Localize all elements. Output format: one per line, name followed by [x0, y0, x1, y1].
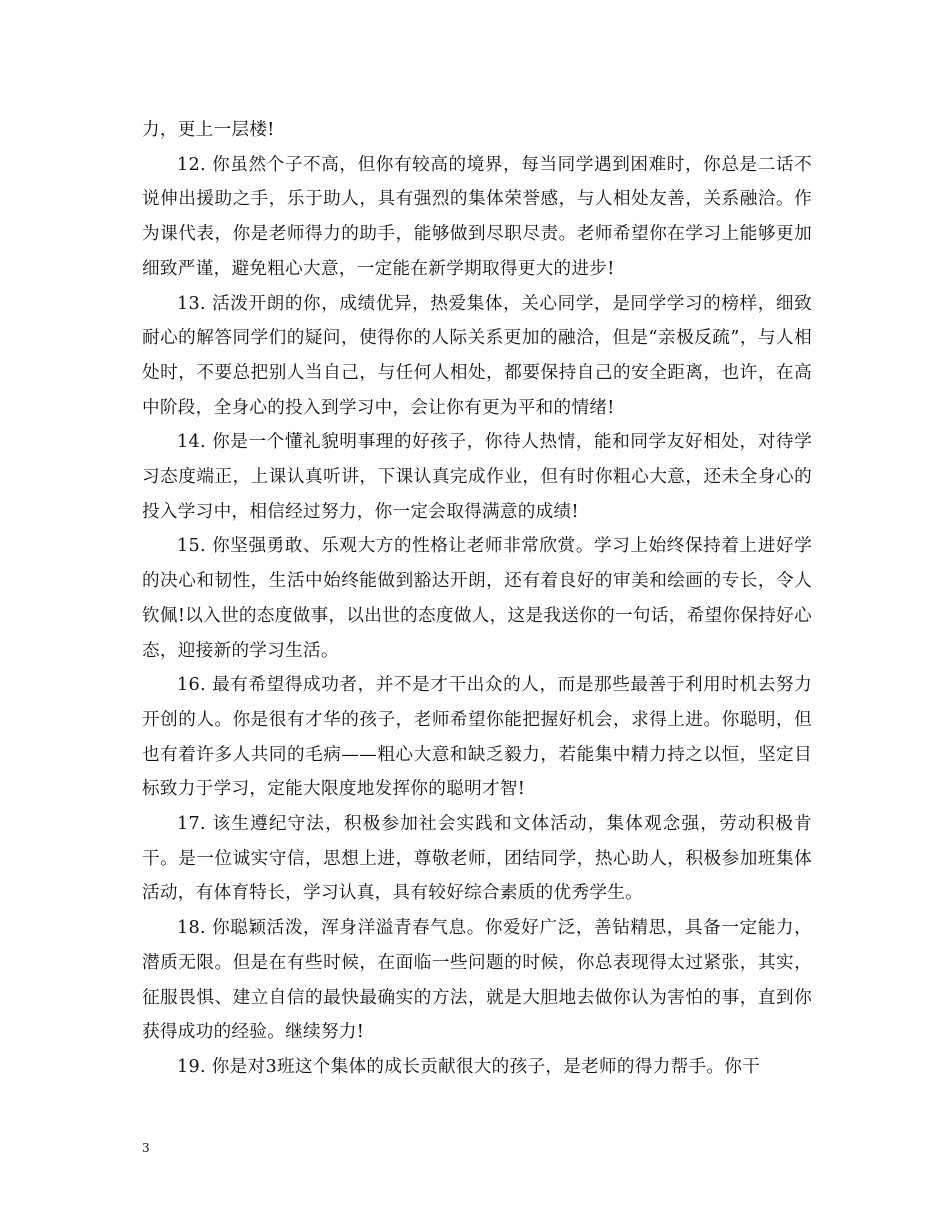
paragraph-comment-13: 13. 活泼开朗的你，成绩优异，热爱集体，关心同学，是同学学习的榜样，细致耐心的解答同学们的疑问，使得你的人际关系更加的融洽，但是“亲极反疏”，与人相处时，不要总把别人当自己，与任何人相处，都要保持自己的安全距离，也许，在高中阶段，全身心的投入到学习中，会让你有更为平和的情绪! — [142, 293, 812, 418]
paragraph-comment-18: 18. 你聪颖活泼，浑身洋溢青春气息。你爱好广泛，善钻精思，具备一定能力，潜质无限。但是在有些时候，在面临一些问题的时候，你总表现得太过紧张，其实，征服畏惧、建立自信的最快最确实的方法，就是大胆地去做你认为害怕的事，直到你获得成功的经验。继续努力! — [142, 918, 812, 1043]
paragraph-continuation: 力，更上一层楼! — [142, 120, 275, 140]
paragraph-comment-17: 17. 该生遵纪守法，积极参加社会实践和文体活动，集体观念强，劳动积极肯干。是一位诚实守信，思想上进，尊敬老师，团结同学，热心助人，积极参加班集体活动，有体育特长，学习认真，具有较好综合素质的优秀学生。 — [142, 814, 812, 904]
paragraph-comment-15: 15. 你坚强勇敢、乐观大方的性格让老师非常欣赏。学习上始终保持着上进好学的决心和韧性，生活中始终能做到豁达开朗，还有着良好的审美和绘画的专长，令人钦佩!以入世的态度做事，以出世的态度做人，这是我送你的一句话，希望你保持好心态，迎接新的学习生活。 — [142, 536, 812, 661]
paragraph-comment-19: 19. 你是对3班这个集体的成长贡献很大的孩子，是老师的得力帮手。你干 — [177, 1056, 761, 1077]
document-body — [142, 113, 812, 1085]
paragraph-comment-12: 12. 你虽然个子不高，但你有较高的境界，每当同学遇到困难时，你总是二话不说伸出援助之手，乐于助人，具有强烈的集体荣誉感，与人相处友善，关系融洽。作为课代表，你是老师得力的助手，能够做到尽职尽责。老师希望你在学习上能够更加细致严谨，避免粗心大意，一定能在新学期取得更大的进步! — [142, 154, 812, 279]
page-number: 3 — [142, 1141, 150, 1155]
paragraph-comment-16: 16. 最有希望得成功者，并不是才干出众的人，而是那些最善于利用时机去努力开创的人。你是很有才华的孩子，老师希望你能把握好机会，求得上进。你聪明，但也有着许多人共同的毛病——粗心大意和缺乏毅力，若能集中精力持之以恒，坚定目标致力于学习，定能大限度地发挥你的聪明才智! — [142, 675, 812, 800]
paragraph-comment-14: 14. 你是一个懂礼貌明事理的好孩子，你待人热情，能和同学友好相处，对待学习态度端正，上课认真听讲，下课认真完成作业，但有时你粗心大意，还未全身心的投入学习中，相信经过努力，你一定会取得满意的成绩! — [142, 432, 812, 522]
